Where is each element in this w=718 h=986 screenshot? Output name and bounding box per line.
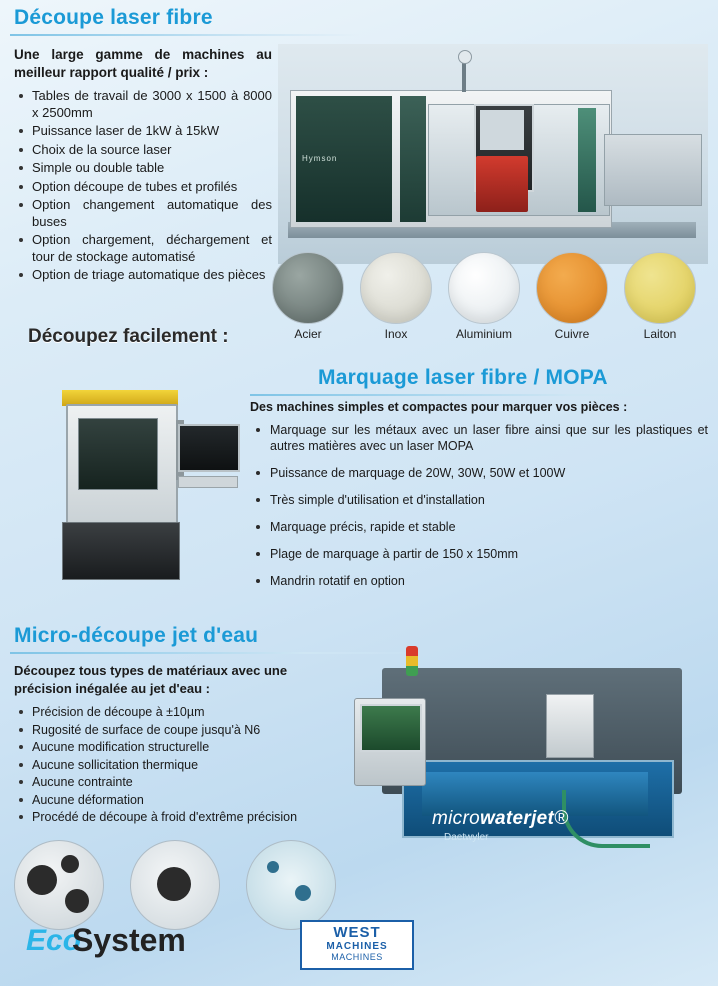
machine-screen xyxy=(480,110,524,150)
page-footer xyxy=(0,918,718,986)
section-title-laser: Découpe laser fibre xyxy=(14,6,213,29)
marquage-intro-text: Des machines simples et compactes pour marquer vos pièces : xyxy=(250,400,628,414)
brand-prefix: micro xyxy=(432,808,480,829)
west-logo-line3: MACHINES xyxy=(331,952,383,962)
list-item: Procédé de découpe à froid d'extrême précision xyxy=(16,809,352,826)
list-item: Choix de la source laser xyxy=(16,142,272,159)
waterjet-cutting-head xyxy=(546,694,594,758)
title-divider-marquage xyxy=(250,394,710,396)
list-item: Précision de découpe à ±10µm xyxy=(16,704,352,721)
section-laser-marking xyxy=(0,356,718,618)
marking-machine-photo xyxy=(38,384,248,584)
list-item: Aucune sollicitation thermique xyxy=(16,757,352,774)
marking-machine-window xyxy=(78,418,158,490)
list-item: Marquage sur les métaux avec un laser fibre ainsi que sur les plastiques et autres matières avec un laser MOPA xyxy=(252,422,708,454)
list-item: Option changement automatique des buses xyxy=(16,197,272,230)
list-item: Simple ou double table xyxy=(16,160,272,177)
list-item: Mandrin rotatif en option xyxy=(252,573,708,589)
section-laser-cutting xyxy=(0,0,718,352)
jet-intro-text: Découpez tous types de matériaux avec une précision inégalée au jet d'eau : xyxy=(14,663,288,696)
sample-part-2 xyxy=(130,840,220,930)
list-item: Option de triage automatique des pièces xyxy=(16,267,272,284)
waterjet-screen xyxy=(360,704,422,752)
machine-exit-conveyor xyxy=(604,134,702,206)
list-item: Aucune déformation xyxy=(16,792,352,809)
list-item: Option découpe de tubes et profilés xyxy=(16,179,272,196)
signal-tower-icon xyxy=(406,646,418,676)
marking-machine-base xyxy=(62,522,180,580)
west-logo-line2: MACHINES xyxy=(326,941,388,952)
material-swatch xyxy=(272,252,344,341)
list-item: Aucune contrainte xyxy=(16,774,352,791)
sample-parts-photos xyxy=(8,840,348,930)
machine-signal-lamp-icon xyxy=(458,50,472,64)
logo-system: System xyxy=(72,922,186,958)
material-swatch xyxy=(624,252,696,341)
list-item: Très simple d'utilisation et d'installation xyxy=(252,492,708,508)
material-label: Inox xyxy=(384,327,408,341)
waterjet-machine-photo xyxy=(348,640,712,870)
waterjet-brand-sub: Daetwyler xyxy=(444,832,489,843)
material-swatch xyxy=(448,252,520,341)
materials-swatches xyxy=(272,252,712,348)
list-item: Marquage précis, rapide et stable xyxy=(252,519,708,535)
sample-part-1 xyxy=(14,840,104,930)
material-label: Laiton xyxy=(643,327,677,341)
material-disc-acier xyxy=(272,252,344,324)
section-title-jet: Micro-découpe jet d'eau xyxy=(14,624,259,647)
waterjet-brand-label xyxy=(432,808,568,830)
logo-eco: Eco xyxy=(26,924,82,957)
sample-part-3 xyxy=(246,840,336,930)
waterjet-hose xyxy=(562,790,650,848)
material-label: Acier xyxy=(294,327,322,341)
material-label: Aluminium xyxy=(455,327,512,341)
list-item: Rugosité de surface de coupe jusqu'à N6 xyxy=(16,722,352,739)
marquage-feature-list xyxy=(252,422,708,600)
machine-green-panel xyxy=(578,108,596,212)
material-disc-laiton xyxy=(624,252,696,324)
materials-caption: Découpez facilement : xyxy=(28,326,229,347)
machine-brand-label: Hymson xyxy=(302,154,338,163)
section-title-marquage: Marquage laser fibre / MOPA xyxy=(318,366,608,389)
keyboard-tray xyxy=(178,476,238,488)
laser-cutting-machine-photo xyxy=(278,44,708,264)
material-disc-aluminium xyxy=(448,252,520,324)
machine-control-box xyxy=(476,156,528,212)
list-item: Tables de travail de 3000 x 1500 à 8000 x 2500mm xyxy=(16,88,272,121)
machine-enclosure-column xyxy=(400,96,426,222)
list-item: Option chargement, déchargement et tour de stockage automatisé xyxy=(16,232,272,265)
west-machines-logo xyxy=(300,920,414,970)
list-item: Puissance laser de 1kW à 15kW xyxy=(16,123,272,140)
list-item: Plage de marquage à partir de 150 x 150mm xyxy=(252,546,708,562)
monitor-screen xyxy=(178,424,240,472)
material-disc-inox xyxy=(360,252,432,324)
brand-main: waterjet xyxy=(479,808,555,829)
list-item: Puissance de marquage de 20W, 30W, 50W et 100W xyxy=(252,465,708,481)
jet-feature-list xyxy=(16,704,352,827)
laser-intro-text: Une large gamme de machines au meilleur rapport qualité / prix : xyxy=(14,47,272,80)
material-disc-cuivre xyxy=(536,252,608,324)
material-swatch xyxy=(536,252,608,341)
list-item: Aucune modification structurelle xyxy=(16,739,352,756)
west-logo-line1: WEST xyxy=(333,924,381,941)
material-label: Cuivre xyxy=(554,327,590,341)
title-divider-laser xyxy=(10,34,360,36)
material-swatch xyxy=(360,252,432,341)
section-waterjet xyxy=(0,618,718,986)
brand-suffix: ® xyxy=(554,808,569,829)
laser-feature-list xyxy=(16,88,272,286)
